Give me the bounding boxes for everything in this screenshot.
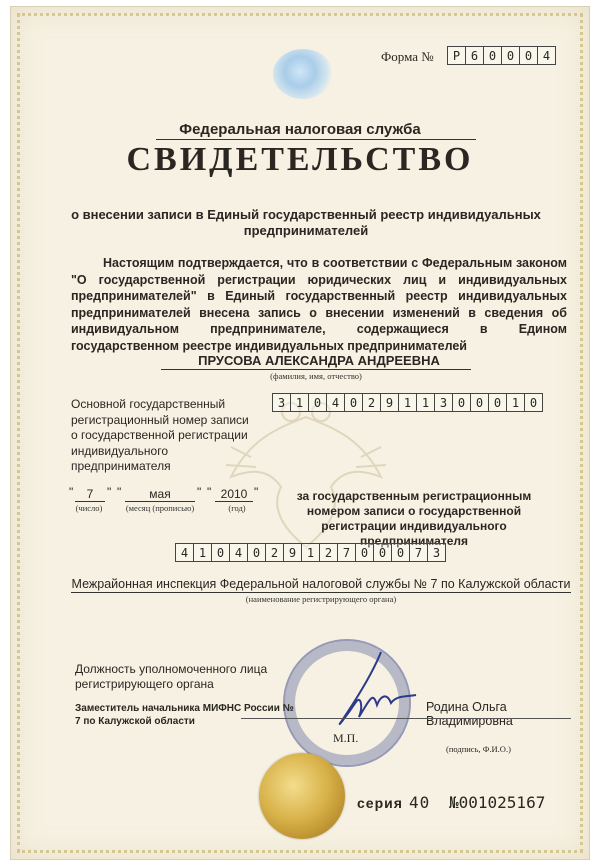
date-open-quote: " [69, 485, 74, 499]
registering-authority: Межрайонная инспекция Федеральной налоговой службы № 7 по Калужской области [71, 577, 571, 591]
ogrn-digit: 3 [272, 393, 291, 412]
date-close-quote: " [107, 485, 112, 499]
signer-name: Родина Ольга Владимировна [426, 700, 513, 728]
blank-number: №001025167 [449, 793, 546, 812]
grn-digit: 4 [229, 543, 248, 562]
grn-digit: 0 [391, 543, 410, 562]
series-number: 40 [409, 793, 431, 812]
entrepreneur-name: ПРУСОВА АЛЕКСАНДРА АНДРЕЕВНА [198, 353, 440, 368]
authority-underline [71, 592, 571, 593]
form-number-label: Форма № [381, 49, 434, 64]
grn-digit: 2 [265, 543, 284, 562]
position-label: Должность уполномоченного лица регистрирующего органа [75, 662, 268, 691]
grn-digit: 9 [283, 543, 302, 562]
grn-number-boxes [176, 543, 446, 562]
ogrn-digit: 2 [362, 393, 381, 412]
signature-line [241, 718, 571, 719]
form-number-boxes [448, 46, 556, 65]
ogrn-digit: 4 [326, 393, 345, 412]
date-year-close-quote: " [254, 485, 259, 499]
day-caption: (число) [75, 503, 103, 513]
form-code-cell: 0 [519, 46, 538, 65]
grn-digit: 0 [355, 543, 374, 562]
ogrn-number-boxes [273, 393, 543, 412]
issuing-service: Федеральная налоговая служба [179, 121, 421, 138]
ogrn-digit: 0 [344, 393, 363, 412]
ogrn-digit: 9 [380, 393, 399, 412]
document-title: СВИДЕТЕЛЬСТВО [126, 141, 474, 178]
date-year-open-quote: " [207, 485, 212, 499]
ogrn-digit: 1 [290, 393, 309, 412]
signer-position: Заместитель начальника МИФНС России № 7 по Калужской области [75, 703, 294, 727]
gold-seal-sticker [259, 753, 345, 839]
ogrn-digit: 1 [398, 393, 417, 412]
seal-place-mark: М.П. [333, 731, 359, 745]
grn-digit: 1 [301, 543, 320, 562]
grn-digit: 7 [337, 543, 356, 562]
form-code-cell: 0 [501, 46, 520, 65]
ogrn-label: Основной государственный регистрационный номер записи о государственной регистрации индивидуального предпринимателя [71, 397, 249, 473]
document-subtitle: о внесении записи в Единый государственный реестр индивидуальных предпринимателей [71, 207, 541, 238]
signature-caption: (подпись, Ф.И.О.) [446, 744, 511, 754]
grn-digit: 1 [193, 543, 212, 562]
date-month-open-quote: " [117, 485, 122, 499]
form-code-cell: 6 [465, 46, 484, 65]
grn-text: за государственным регистрационным номером записи о государственной регистрации индивидуального предпринимателя [296, 489, 532, 548]
ogrn-digit: 3 [434, 393, 453, 412]
date-month: мая [125, 487, 195, 502]
certificate-page [10, 6, 590, 860]
form-code-cell: 4 [537, 46, 556, 65]
hologram-emblem [273, 49, 333, 99]
grn-digit: 3 [427, 543, 446, 562]
grn-digit: 0 [373, 543, 392, 562]
ogrn-digit: 0 [452, 393, 471, 412]
date-day: 7 [75, 487, 105, 502]
grn-digit: 0 [211, 543, 230, 562]
authority-caption: (наименование регистрирующего органа) [245, 594, 397, 604]
month-caption: (месяц (прописью) [125, 503, 195, 513]
service-underline [156, 139, 476, 140]
ogrn-digit: 0 [524, 393, 543, 412]
certification-text: Настоящим подтверждается, что в соответствии с Федеральным законом "О государственной регистрации юридических лиц и индивидуальных предпринимателей" в Единый государственный реестр индивидуальных предпринимателей внесена запись о внесении изменений в сведения об индивидуальном предпринимателе, содержащиеся в Едином государственном реестре индивидуальных предпринимателей [71, 256, 567, 353]
form-code-cell: Р [447, 46, 466, 65]
grn-digit: 0 [247, 543, 266, 562]
ogrn-digit: 0 [488, 393, 507, 412]
grn-digit: 7 [409, 543, 428, 562]
form-code-cell: 0 [483, 46, 502, 65]
ogrn-digit: 1 [506, 393, 525, 412]
date-month-close-quote: " [197, 485, 202, 499]
ogrn-digit: 0 [308, 393, 327, 412]
name-caption: (фамилия, имя, отчество) [270, 371, 362, 381]
name-underline [161, 369, 471, 370]
year-caption: (год) [228, 503, 246, 513]
handwritten-signature [311, 647, 421, 737]
grn-digit: 4 [175, 543, 194, 562]
ogrn-digit: 1 [416, 393, 435, 412]
ogrn-digit: 0 [470, 393, 489, 412]
date-year: 2010 [215, 487, 253, 502]
grn-digit: 2 [319, 543, 338, 562]
series-label: серия [357, 795, 403, 811]
